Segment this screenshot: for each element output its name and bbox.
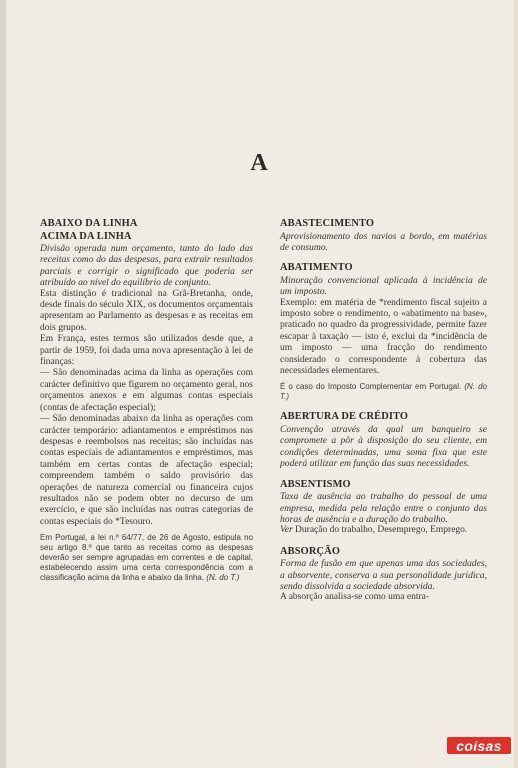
- translator-note-text: Em Portugal, a lei n.º 64/77, de 26 de Agosto, estipula no seu artigo 8.º que tanto as receitas como as despesas deverão ser sempre agrupadas em correntes e de capital, estabelecendo assim uma certa correspondência com a classificação acima da linha e abaixo da linha.: [40, 533, 253, 583]
- page-right-edge: [514, 0, 518, 768]
- entry-paragraph: — São denominadas acima da linha as operações com carácter definitivo que figurem no orçamento geral, nos orçamentos anexos e em algumas contas especiais (contas de afectação especial);: [40, 368, 253, 413]
- entry-heading-secondary: ACIMA DA LINHA: [40, 230, 132, 242]
- entry-abertura-de-credito: [280, 411, 487, 469]
- entry-abastecimento: [280, 218, 487, 253]
- translator-note: [280, 382, 487, 402]
- entry-paragraph: Em França, estes termos são utilizados desde que, a partir de 1959, foi dada uma nova apresentação à lei de finanças:: [40, 334, 253, 368]
- entry-paragraph: A absorção analisa-se como uma entra-: [280, 592, 430, 603]
- publisher-logo: [447, 737, 511, 754]
- entry-heading: ABERTURA DE CRÉDITO: [280, 411, 409, 423]
- translator-note-text: É o caso do Imposto Complementar em Portugal.: [280, 382, 462, 392]
- see-also-text: Duração do trabalho, Desemprego, Emprego.: [295, 525, 468, 536]
- publisher-logo-text: coisas: [456, 737, 502, 754]
- section-letter: A: [250, 150, 268, 176]
- entry-definition: Divisão operada num orçamento, tanto do lado das receitas como do das despesas, para extrair resultados parciais e corrigir o significado que poderia ser atribuído ao nível do equilíbrio de conjunto.: [40, 243, 253, 289]
- translator-note-signature: (N. do T.): [280, 382, 487, 402]
- entry-definition: Taxa de ausência ao trabalho do pessoal de uma empresa, medida pela relação entre o conjunto das horas de ausência e a duração do trabalho.: [280, 491, 487, 525]
- entry-definition: Convenção através da qual um banqueiro se compromete a pôr à disposição do seu cliente, em condições determinadas, uma soma fixa que este poderá utilizar em função das suas necessidades.: [280, 423, 487, 470]
- entry-abatimento: [280, 262, 487, 402]
- translator-note-signature: (N. do T.): [206, 573, 240, 583]
- entry-paragraph: Exemplo: em matéria de *rendimento fiscal sujeito a imposto sobre o rendimento, o «abatimento na base», praticado no quadro da progressividade, permite fazer escapar à taxação — isto é, exclui da *incidência de um imposto — uma fracção do rendimento considerado o correspondente à cobertura das necessidades elementares.: [280, 297, 487, 377]
- entry-see-also: [280, 525, 487, 536]
- entry-heading: ABATIMENTO: [280, 262, 353, 274]
- translator-note: [40, 533, 253, 583]
- entry-definition: Forma de fusão em que apenas uma das sociedades, a absorvente, conserva a sua personalidade jurídica, sendo dissolvida a sociedade absorvida.: [280, 558, 487, 593]
- entry-absorcao: [280, 546, 487, 604]
- entry-paragraph: — São denominadas abaixo da linha as operações com carácter temporário: adiantamentos e empréstimos nas despesas e reembolsos nas receitas; são incluídas nas contas especiais de adiantamentos e empréstimos, mas também em certas contas de afectação especial; compreendem também o saldo provisório das operações de natureza comercial ou financeira cujos resultados não se podem obter no decurso de um exercício, e que são incluídas nas outras categorias de contas especiais do *Tesouro.: [40, 414, 253, 527]
- entry-heading: ABSENTISMO: [280, 478, 351, 490]
- entry-definition: Aprovisionamento dos navios a bordo, em matérias de consumo.: [280, 230, 487, 253]
- entry-heading: ABSORÇÃO: [280, 545, 341, 557]
- left-column: [40, 218, 253, 592]
- entry-heading: ABAIXO DA LINHA: [40, 218, 138, 229]
- entry-absentismo: [280, 479, 487, 537]
- right-column: [280, 218, 487, 613]
- entry-heading: ABASTECIMENTO: [280, 218, 375, 229]
- page-binding-edge: [0, 0, 6, 768]
- entry-abaixo-da-linha: [40, 218, 253, 583]
- see-also-label: Ver: [280, 525, 293, 536]
- entry-paragraph: Esta distinção é tradicional na Grã-Bretanha, onde, desde finais do século XIX, os documentos orçamentais apresentam ao Parlamento as despesas e as receitas em dois grupos.: [40, 288, 253, 333]
- entry-definition: Minoração convencional aplicada à incidência de um imposto.: [280, 274, 487, 298]
